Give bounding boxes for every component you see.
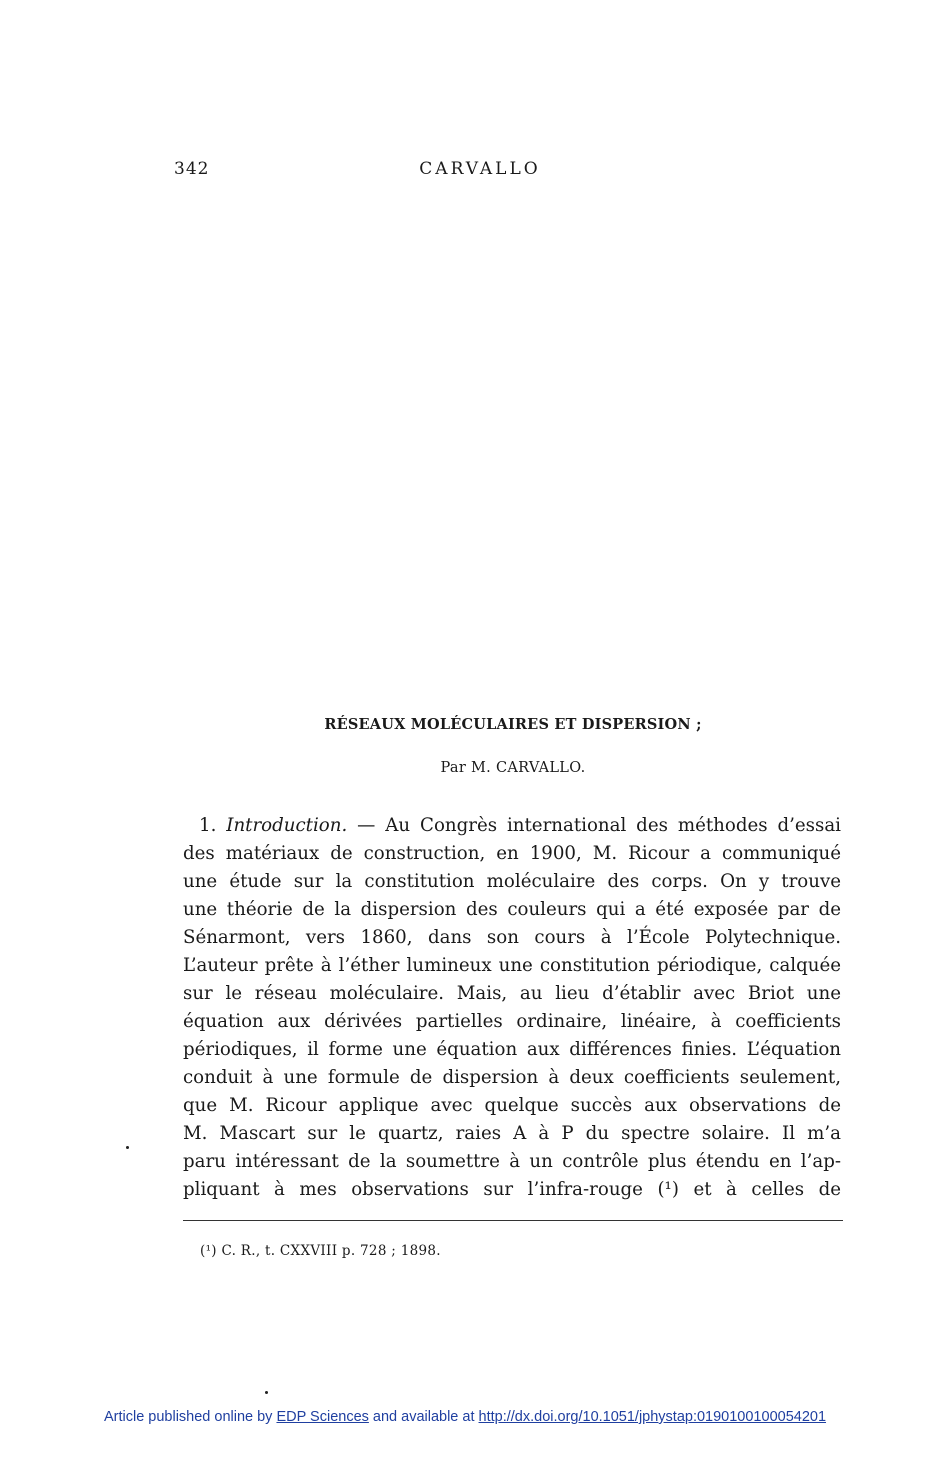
body-line: Sénarmont, vers 1860, dans son cours à l’École Polytechnique. bbox=[183, 927, 841, 948]
doi-link[interactable]: http://dx.doi.org/10.1051/jphystap:0190100100054201 bbox=[478, 1409, 827, 1425]
body-line: périodiques, il forme une équation aux différences finies. L’équation bbox=[183, 1039, 841, 1060]
body-line: équation aux dérivées partielles ordinaire, linéaire, à coefficients bbox=[183, 1011, 841, 1032]
article-title: RÉSEAUX MOLÉCULAIRES ET DISPERSION ; bbox=[324, 716, 702, 733]
section-number: 1. bbox=[199, 815, 217, 836]
body-line-text: — Au Congrès international des méthodes d’essai bbox=[347, 815, 841, 836]
publication-notice bbox=[0, 1409, 930, 1425]
body-line: pliquant à mes observations sur l’infra-rouge (¹) et à celles de bbox=[183, 1179, 841, 1200]
scan-speck bbox=[126, 1146, 129, 1149]
footnote-text: C. R., t. CXXVIII p. 728 ; 1898. bbox=[216, 1243, 441, 1259]
footnote-rule bbox=[183, 1220, 843, 1221]
publisher-link[interactable]: EDP Sciences bbox=[276, 1409, 369, 1425]
body-line: que M. Ricour applique avec quelque succès aux observations de bbox=[183, 1095, 841, 1116]
body-line: une théorie de la dispersion des couleurs qui a été exposée par de bbox=[183, 899, 841, 920]
body-line: M. Mascart sur le quartz, raies A à P du spectre solaire. Il m’a bbox=[183, 1123, 841, 1144]
body-line: L’auteur prête à l’éther lumineux une constitution périodique, calquée bbox=[183, 955, 841, 976]
body-line: une étude sur la constitution moléculaire des corps. On y trouve bbox=[183, 871, 841, 892]
body-line: paru intéressant de la soumettre à un contrôle plus étendu en l’ap- bbox=[183, 1151, 841, 1172]
notice-middle: and available at bbox=[368, 1409, 479, 1425]
body-line bbox=[183, 812, 841, 840]
article-body bbox=[183, 812, 841, 1204]
section-title: Introduction. bbox=[226, 815, 348, 836]
article-author: Par M. CARVALLO. bbox=[440, 760, 586, 776]
body-line: conduit à une formule de dispersion à deux coefficients seulement, bbox=[183, 1067, 841, 1088]
notice-prefix: Article published online by bbox=[103, 1409, 277, 1425]
footnote-marker: (¹) bbox=[200, 1243, 217, 1259]
running-head: CARVALLO bbox=[419, 159, 541, 179]
page-number: 342 bbox=[174, 159, 210, 179]
body-line: des matériaux de construction, en 1900, M. Ricour a communiqué bbox=[183, 843, 841, 864]
body-line: sur le réseau moléculaire. Mais, au lieu d’établir avec Briot une bbox=[183, 983, 841, 1004]
scan-speck bbox=[265, 1391, 268, 1394]
footnote bbox=[200, 1243, 441, 1259]
